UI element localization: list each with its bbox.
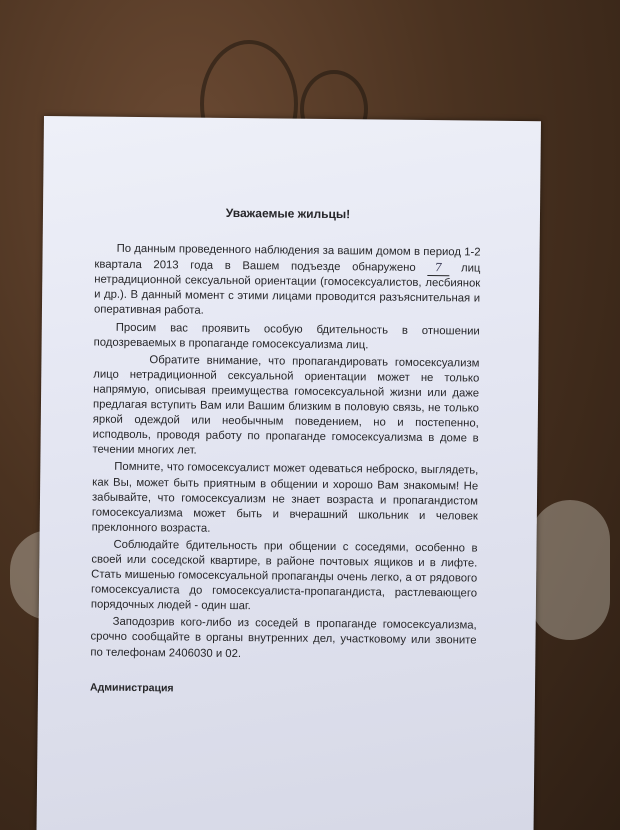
paragraph-1-text-end: лиц нетрадиционной сексуальной ориентации (гомосексуалистов, лесбиянок и др.). В данный момент с этими лицами проводится разъяснительная и оперативная работа.: [93, 262, 481, 318]
paragraph-4: Помните, что гомосексуалист может одеваться неброско, выглядеть, как Вы, может быть приятным в общении и хорошо Вам знакомым! Не забывайте, что гомосексуализм не знает возраста и пропагандистом гомосексуализма может быть и вчерашний школьник и человек преклонного возраста.: [91, 461, 479, 535]
paragraph-1: [94, 242, 481, 323]
notice-title: Уважаемые жильцы!: [225, 205, 351, 222]
tape-right: [530, 500, 610, 640]
paragraph-5: Соблюдайте бдительность при общении с соседями, особенно в своей или соседской квартире, в районе почтовых ящиков и в лифте. Стать мишенью гомосексуальной пропаганды очень легко, а от рядового гомосексуалиста до гомосексуалиста-пропагандиста, растлевающего порядочных людей - один шаг.: [90, 538, 478, 613]
paragraph-2: Просим вас проявить особую бдительность в отношении подозреваемых в пропаганде гомосексуализма лиц.: [93, 321, 480, 352]
signature: Администрация: [89, 681, 174, 695]
paragraph-3: Обратите внимание, что пропагандировать гомосексуализм лицо нетрадиционной сексуальной ориентации может не только напрямую, описывая преимущества гомосексуальной жизни или даже предлагая вступить Вам или Вашим близким в половую связь, не только яркой одеждой или необычным поведением, но и постепенно, исподволь, проводя работу по пропаганде гомосексуализма в доме в течении многих лет.: [92, 353, 480, 457]
notice-content: [90, 205, 481, 710]
handwritten-count: 7: [427, 260, 449, 276]
notice-paper: [37, 116, 541, 830]
paragraph-6: Заподозрив кого-либо из соседей в пропаганде гомосексуализма, срочно сообщайте в органы внутренних дел, участковому или звоните по телефонам 2406030 и 02.: [90, 616, 477, 660]
paragraph-1-text-start: По данным проведенного наблюдения за вашим домом в период 1-2 квартала 2013 года в Вашем подъезде обнаружено: [94, 242, 481, 275]
